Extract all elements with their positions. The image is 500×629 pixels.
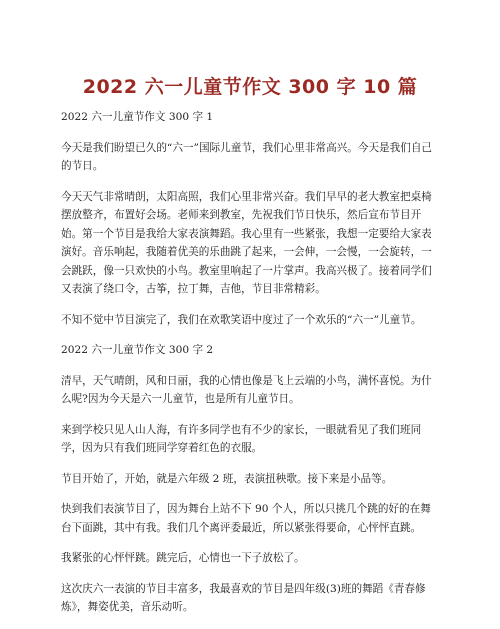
paragraph: 今天天气非常晴朗，太阳高照，我们心里非常兴奋。我们早早的老大教室把桌椅摆放整齐，布置好会场。老师来到教室，先祝我们节日快乐，然后宣布节目开始。第一个节目是我给大家表演舞蹈。我心里有一些紧张，我想一定要给大家表演好。音乐响起，我随着优美的乐曲跳了起来，一会伸，一会慢，一会旋转，一会跳跃，像一只欢快的小鸟。教室里响起了一片掌声。我高兴极了。接着同学们又表演了绕口令，古筝，拉丁舞，吉他，节目非常精彩。 xyxy=(61,190,432,295)
paragraph: 清早，天气晴朗，风和日丽，我的心情也像是飞上云端的小鸟，满怀喜悦。为什么呢?因为今天是六一儿童节，也是所有儿童节日。 xyxy=(61,374,432,405)
paragraph: 来到学校只见人山人海，有许多同学也有不少的家长，一眼就看见了我们班同学，因为只有我们班同学穿着红色的衣服。 xyxy=(61,423,422,454)
paragraph: 今天是我们盼望已久的“六一”国际儿童节，我们心里非常高兴。今天是我们自己的节日。 xyxy=(61,141,433,172)
paragraph: 我紧张的心怦怦跳。跳完后，心情也一下子放松了。 xyxy=(61,552,305,564)
paragraph: 快到我们表演节目了，因为舞台上站不下 90 个人，所以只挑几个跳的好的在舞台下面跳，其中有我。我们几个离评委最近，所以紧张得要命，心怦怦直跳。 xyxy=(61,503,431,534)
paragraph: 不知不觉中节目演完了，我们在欢歌笑语中度过了一个欢乐的“六一”儿童节。 xyxy=(61,313,422,326)
paragraph: 节目开始了，开始，就是六年级 2 班，表演扭秧歌。接下来是小品等。 xyxy=(61,472,393,485)
section-heading-1: 2022 六一儿童节作文 300 字 1 xyxy=(61,111,214,123)
document-body xyxy=(61,108,441,629)
paragraph: 这次庆六一表演的节目丰富多，我最喜欢的节目是四年级(3)班的舞蹈《青春修炼》，舞姿优美，音乐动听。 xyxy=(61,582,426,613)
document-title: 2022 六一儿童节作文 300 字 10 篇 xyxy=(82,76,418,98)
section-heading-2: 2022 六一儿童节作文 300 字 2 xyxy=(61,344,214,356)
